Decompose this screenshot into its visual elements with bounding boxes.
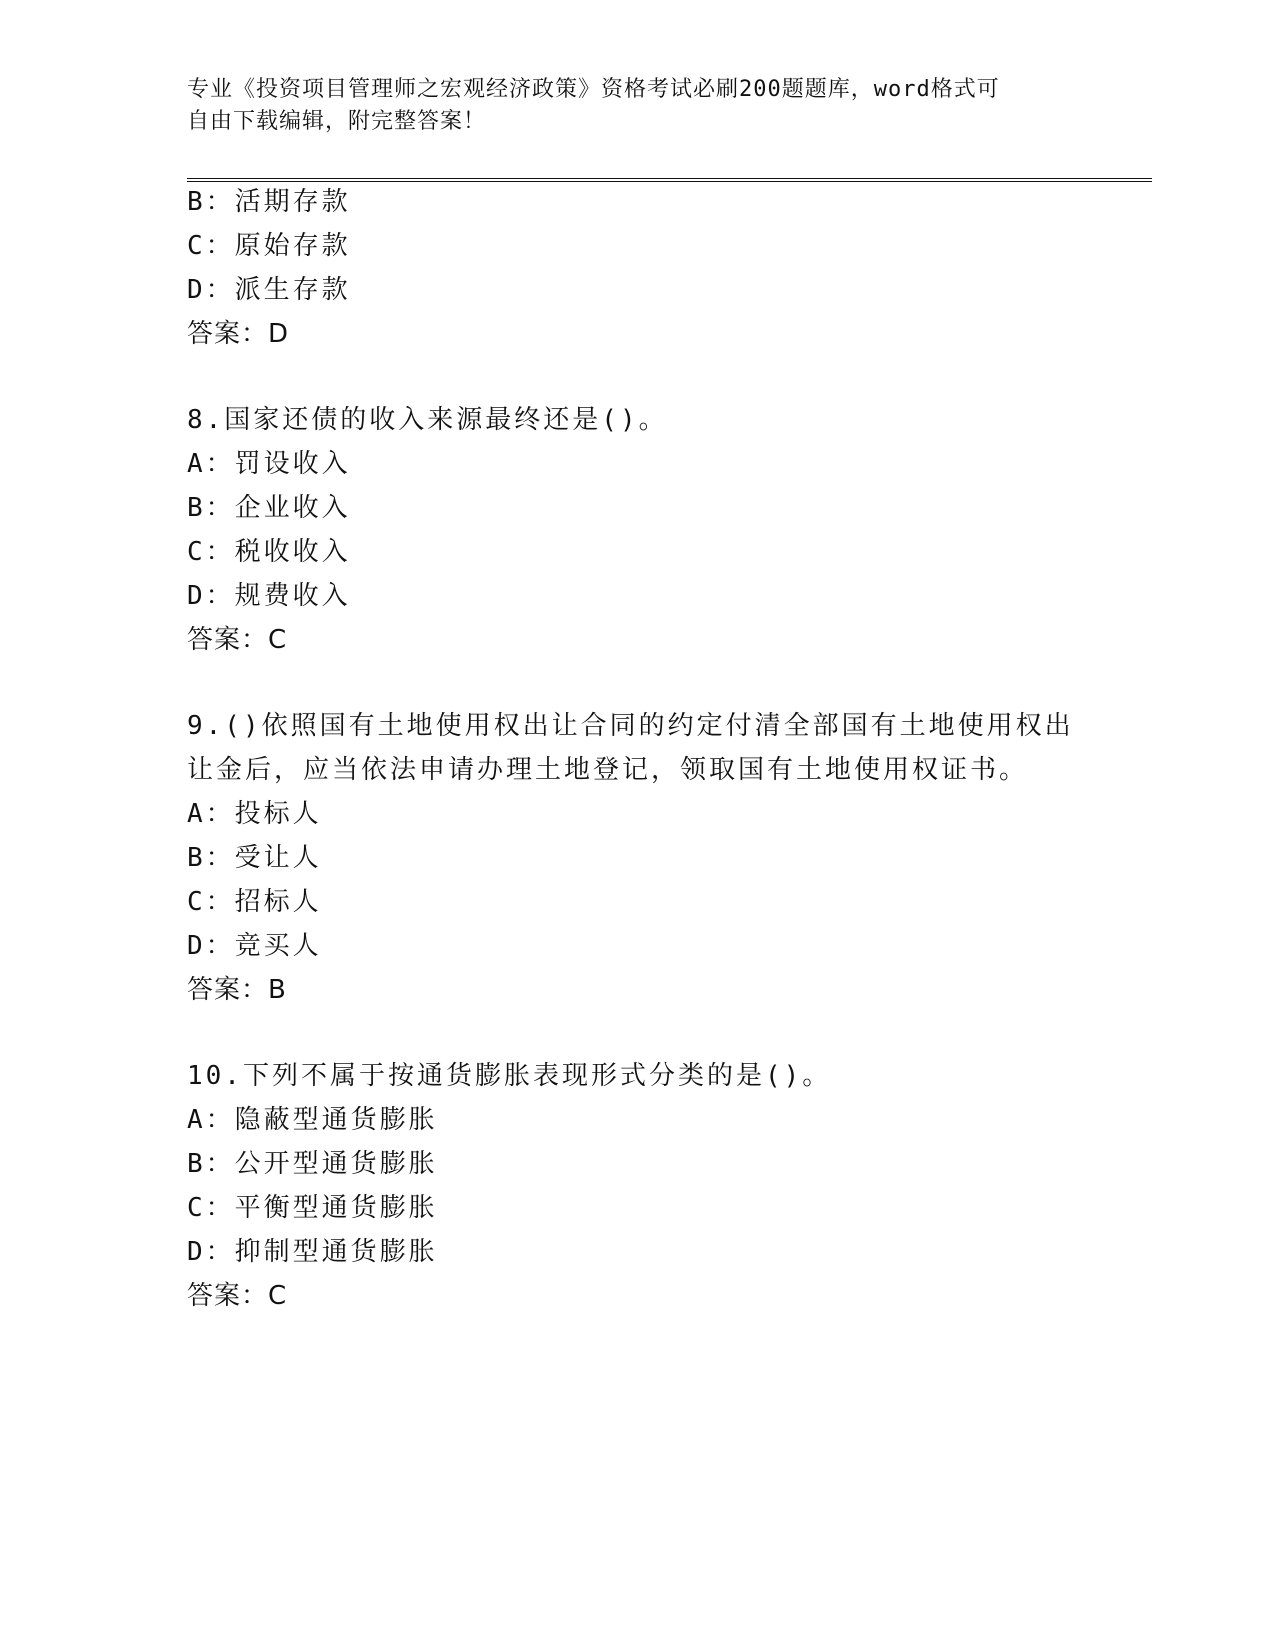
- q9-stem-line-1: 9.()依照国有土地使用权出让合同的约定付清全部国有土地使用权出: [187, 711, 1074, 741]
- q10-option-b: B：公开型通货膨胀: [187, 1149, 438, 1179]
- q9-answer: 答案：B: [187, 975, 287, 1005]
- header-line-1: 专业《投资项目管理师之宏观经济政策》资格考试必刷200题题库，word格式可: [187, 77, 1000, 102]
- q8-option-c: C：税收收入: [187, 537, 351, 567]
- q8-option-a: A：罚设收入: [187, 449, 351, 479]
- header-divider: [187, 178, 1152, 182]
- q9-option-d: D：竞买人: [187, 931, 322, 961]
- document-header: [187, 74, 1067, 138]
- q7-option-c: C：原始存款: [187, 231, 351, 261]
- q10-option-c: C：平衡型通货膨胀: [187, 1193, 438, 1223]
- q8-answer: 答案：C: [187, 625, 288, 655]
- q10-option-a: A：隐蔽型通货膨胀: [187, 1105, 438, 1135]
- header-line-2: 自由下载编辑，附完整答案！: [187, 109, 487, 134]
- q8-stem: 8.国家还债的收入来源最终还是()。: [187, 405, 668, 435]
- q9-stem-line-2: 让金后，应当依法申请办理土地登记，领取国有土地使用权证书。: [187, 755, 1029, 785]
- q10-stem: 10.下列不属于按通货膨胀表现形式分类的是()。: [187, 1061, 832, 1091]
- q7-answer: 答案：D: [187, 319, 290, 349]
- q9-option-a: A：投标人: [187, 799, 322, 829]
- q10-answer: 答案：C: [187, 1281, 288, 1311]
- q9-option-c: C：招标人: [187, 887, 322, 917]
- q8-option-b: B：企业收入: [187, 493, 351, 523]
- q8-option-d: D：规费收入: [187, 581, 351, 611]
- q9-option-b: B：受让人: [187, 843, 322, 873]
- q7-option-b: B：活期存款: [187, 187, 351, 217]
- q7-option-d: D：派生存款: [187, 275, 351, 305]
- q10-option-d: D：抑制型通货膨胀: [187, 1237, 438, 1267]
